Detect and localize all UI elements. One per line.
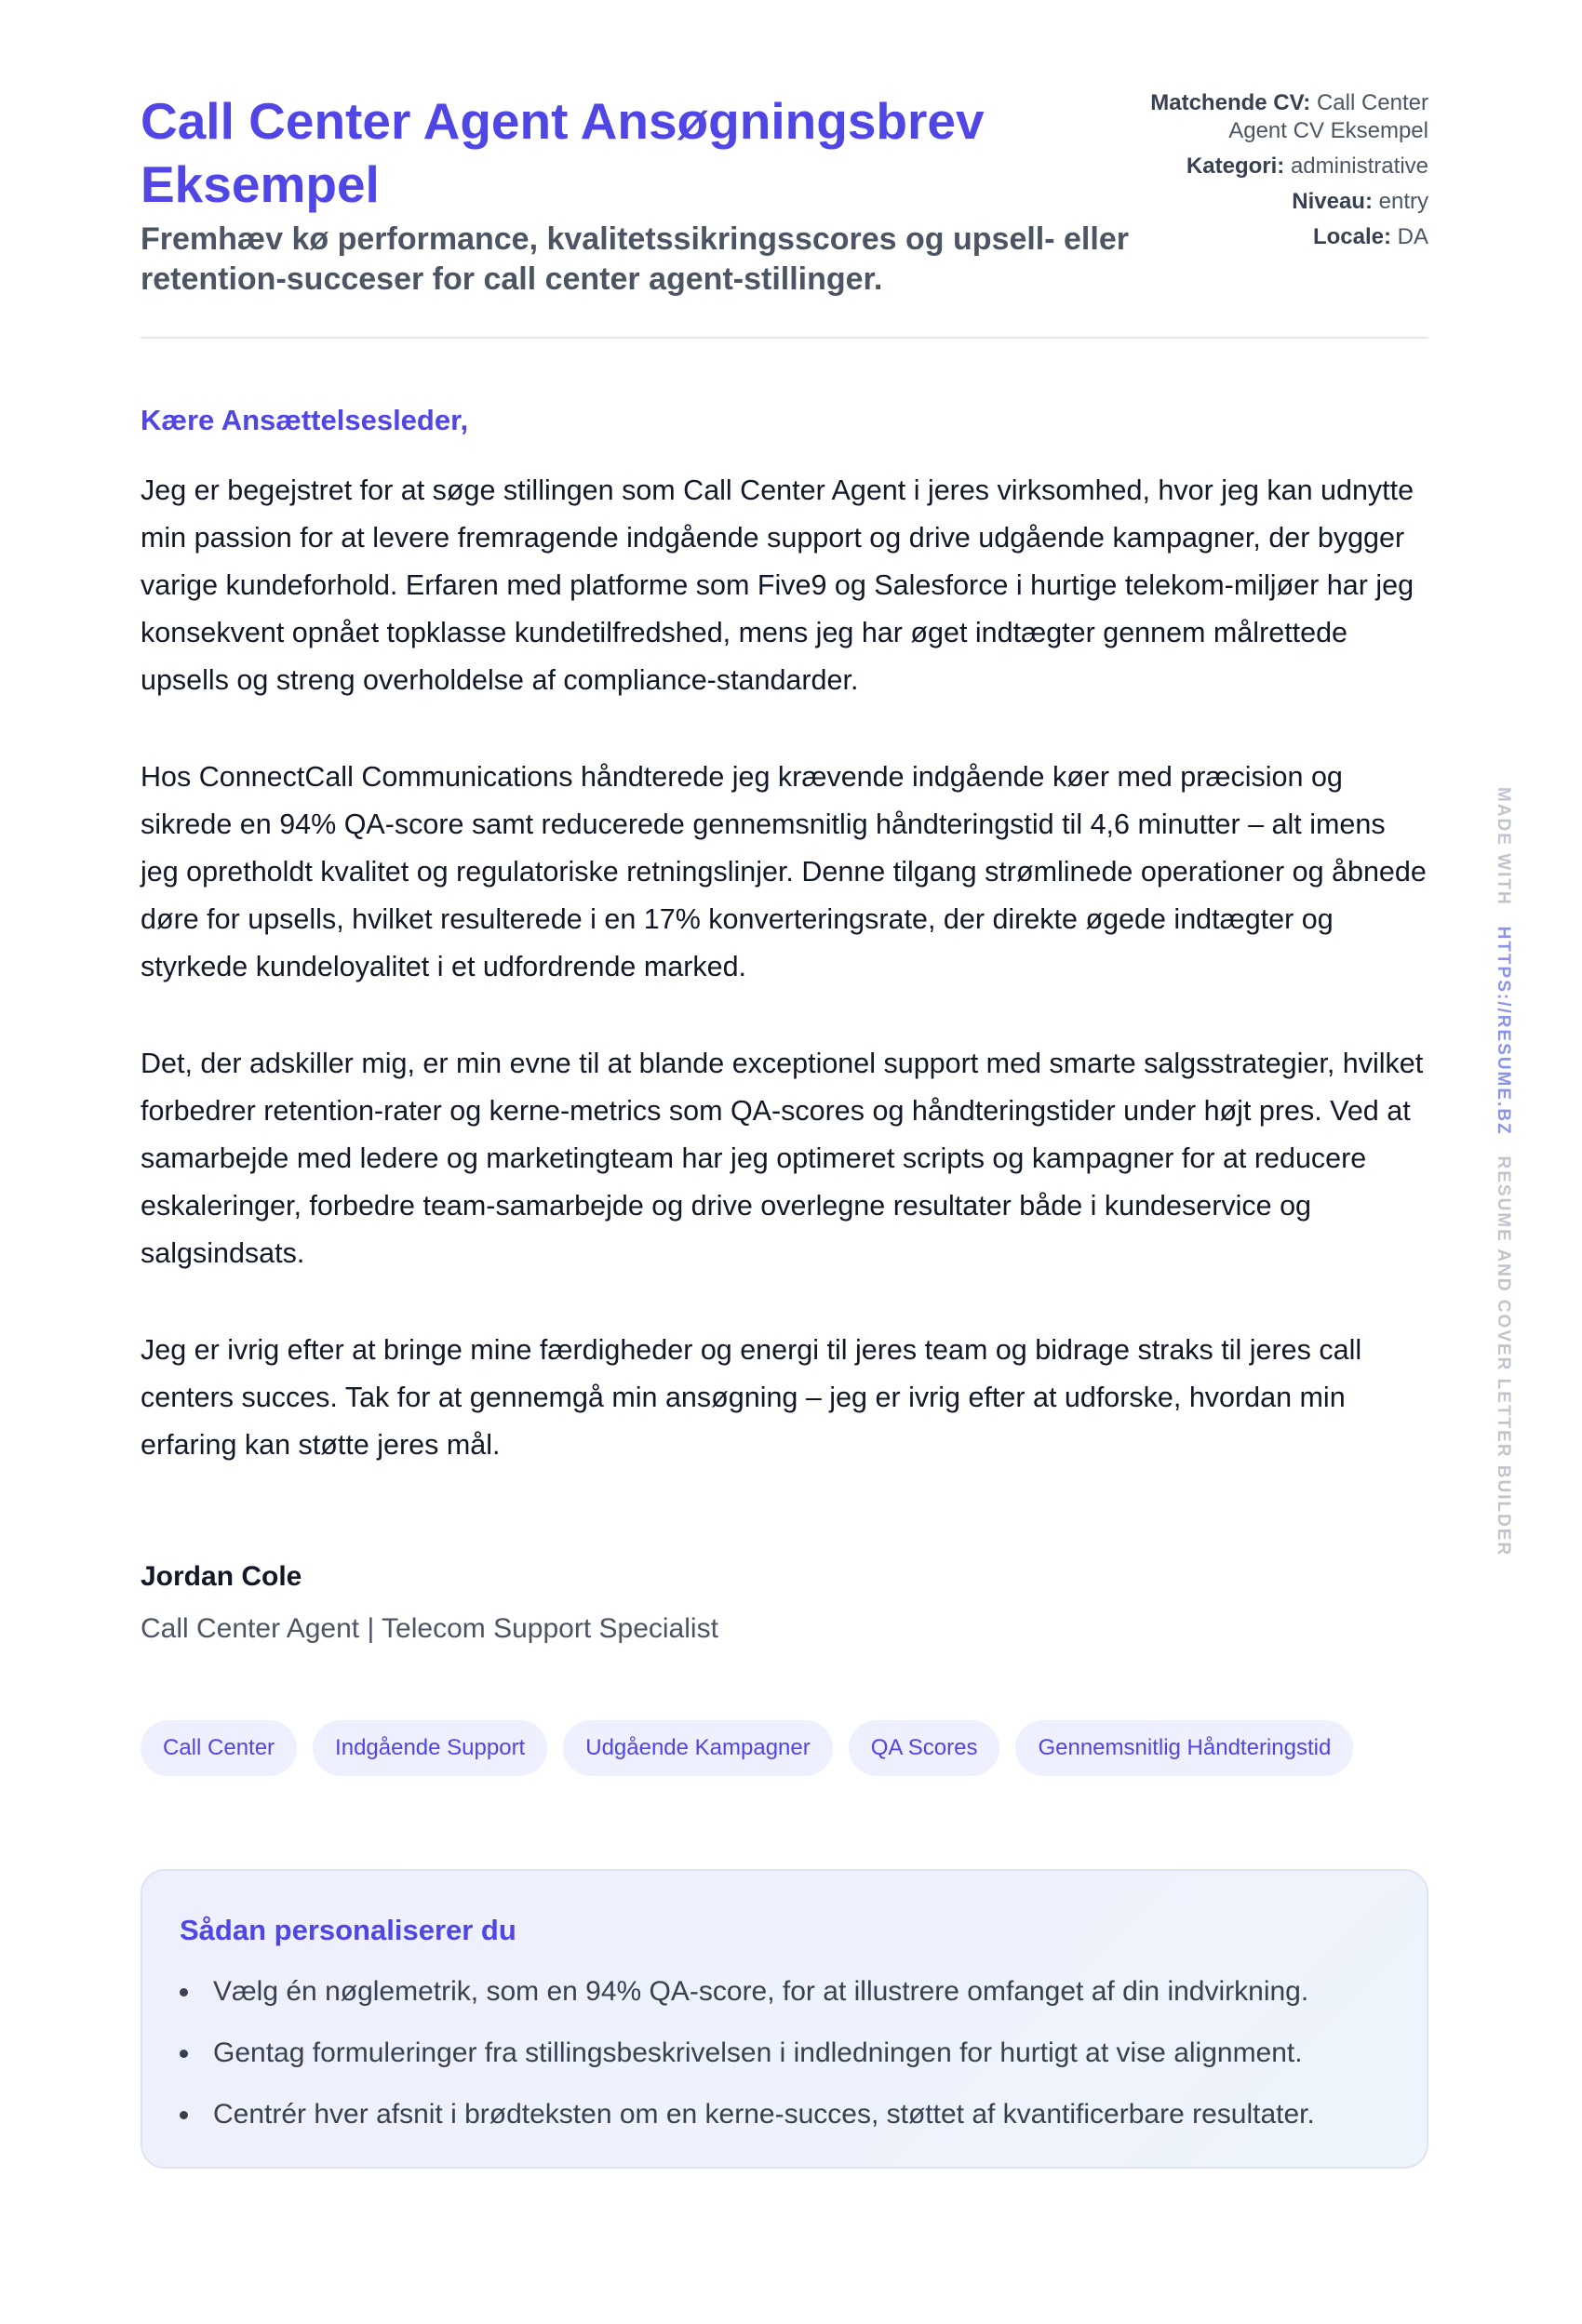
meta-cv-label: Matchende CV: bbox=[1150, 90, 1311, 115]
tips-item bbox=[180, 1973, 1389, 2010]
tips-title: Sådan personaliserer du bbox=[180, 1914, 516, 1946]
made-with-prefix: MADE WITH bbox=[1494, 787, 1513, 906]
bullet-icon bbox=[180, 2050, 188, 2058]
tips-item-text: Vælg én nøglemetrik, som en 94% QA-score, for at illustrere omfanget af din indvirkning. bbox=[213, 1976, 1309, 2007]
skill-tag: Gennemsnitlig Håndteringstid bbox=[1015, 1720, 1353, 1776]
skill-tag: Indgående Support bbox=[313, 1720, 547, 1776]
made-with-suffix: RESUME AND COVER LETTER BUILDER bbox=[1494, 1155, 1513, 1557]
meta-category-label: Kategori: bbox=[1186, 154, 1285, 179]
skill-tag: QA Scores bbox=[849, 1720, 1000, 1776]
page-title: Call Center Agent Ansøgningsbrev Eksempel bbox=[141, 92, 985, 213]
meta-matching-cv bbox=[1149, 89, 1428, 145]
letter-body bbox=[141, 402, 1428, 1648]
bullet-icon bbox=[180, 1988, 188, 1997]
bullet-icon bbox=[180, 2111, 188, 2119]
made-with-text bbox=[1489, 787, 1517, 1556]
meta-cv-value: Call Center Agent CV Eksempel bbox=[1228, 90, 1428, 143]
meta-locale-value: DA bbox=[1397, 224, 1428, 249]
letter-paragraph: Hos ConnectCall Communications håndterede jeg krævende indgående køer med præcision og sikrede en 94% QA-score samt reducerede gennemsnitlig håndteringstid til 4,6 minutter – alt imens jeg opretholdt kvalitet og regulatoriske retningslinjer. Denne tilgang strømlinede operationer og åbnede døre for upsells, hvilket resulterede i en 17% konverteringsrate, der direkte øgede indtægter og styrkede kundeloyalitet i et udfordrende marked. bbox=[141, 761, 1427, 982]
letter-paragraph: Det, der adskiller mig, er min evne til at blande exceptionel support med smarte salgsstrategier, hvilket forbedrer retention-rater og kerne-metrics som QA-scores og håndteringstider under højt pres. Ved at samarbejde med ledere og marketingteam har jeg optimeret scripts og kampagner for at reducere eskaleringer, forbedre team-samarbejde og drive overlegne resultater både i kundeservice og salgsindsats. bbox=[141, 1048, 1424, 1269]
meta-info bbox=[1149, 89, 1428, 259]
personalization-tips-box bbox=[141, 1869, 1428, 2169]
page-header bbox=[141, 0, 1428, 339]
meta-category bbox=[1149, 153, 1428, 180]
meta-locale-label: Locale: bbox=[1312, 224, 1391, 249]
tips-item-text: Centrér hver afsnit i brødteksten om en kerne-succes, støttet af kvantificerbare resultater. bbox=[213, 2099, 1315, 2130]
signature-role: Call Center Agent | Telecom Support Specialist bbox=[141, 1613, 718, 1644]
page-subtitle: Fremhæv kø performance, kvalitetssikringsscores og upsell- eller retention-succeser for call center agent-stillinger. bbox=[141, 221, 1129, 297]
made-with-sidebar bbox=[1489, 787, 1517, 1557]
tips-item-text: Gentag formuleringer fra stillingsbeskrivelsen i indledningen for hurtigt at vise alignment. bbox=[213, 2037, 1303, 2068]
meta-locale bbox=[1149, 223, 1428, 251]
meta-level-label: Niveau: bbox=[1292, 189, 1373, 214]
letter-paragraph: Jeg er ivrig efter at bringe mine færdigheder og energi til jeres team og bidrage straks til jeres call centers succes. Tak for at gennemgå min ansøgning – jeg er ivrig efter at udforske, hvordan min erfaring kan støtte jeres mål. bbox=[141, 1334, 1362, 1461]
cover-letter-page bbox=[141, 0, 1428, 2169]
skill-tag: Call Center bbox=[141, 1720, 297, 1776]
meta-category-value: administrative bbox=[1290, 154, 1428, 179]
skill-tag: Udgående Kampagner bbox=[563, 1720, 833, 1776]
letter-greeting: Kære Ansættelsesleder, bbox=[141, 404, 469, 436]
tips-item bbox=[180, 2096, 1389, 2133]
tips-item bbox=[180, 2035, 1389, 2072]
meta-level bbox=[1149, 188, 1428, 216]
tips-list bbox=[180, 1973, 1389, 2133]
letter-paragraph: Jeg er begejstret for at søge stillingen som Call Center Agent i jeres virksomhed, hvor jeg kan udnytte min passion for at levere fremragende indgående support og drive udgående kampagner, der bygger varige kundeforhold. Erfaren med platforme som Five9 og Salesforce i hurtige telekom-miljøer har jeg konsekvent opnået topklasse kundetilfredshed, mens jeg har øget indtægter gennem målrettede upsells og streng overholdelse af compliance-standarder. bbox=[141, 474, 1414, 696]
meta-level-value: entry bbox=[1378, 189, 1428, 214]
resume-bz-link[interactable]: HTTPS://RESUME.BZ bbox=[1494, 926, 1513, 1136]
signature-name: Jordan Cole bbox=[141, 1561, 302, 1592]
skill-tags bbox=[141, 1720, 1428, 1776]
